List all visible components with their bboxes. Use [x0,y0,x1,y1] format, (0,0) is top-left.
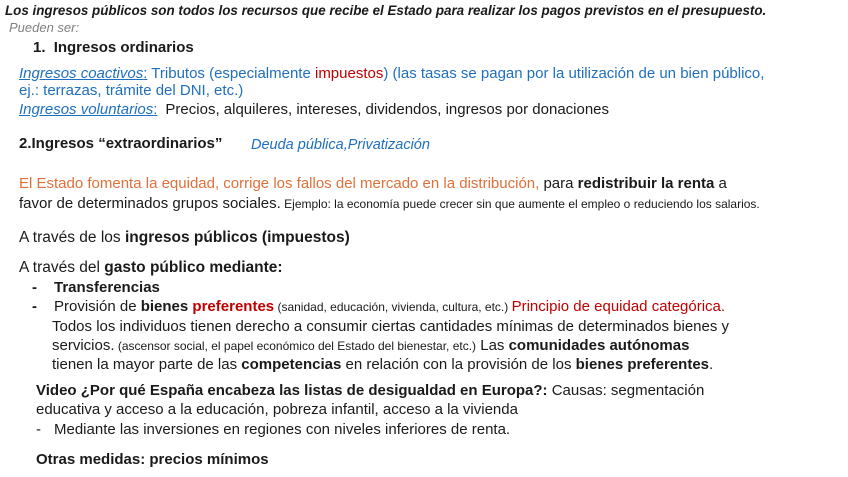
todos-line: Todos los individuos tienen derecho a consumir ciertas cantidades mínimas de determinados bienes y [52,318,730,335]
competencias-line: tienen la mayor parte de las competencias en relación con la provisión de los bienes preferentes. [52,356,714,373]
heading-ordinarios [33,39,194,56]
coactivos-line-2: ej.: terrazas, trámite del DNI, etc.) [19,82,244,99]
bullet-transferencias: - Transferencias [32,279,160,296]
coactivos-label: Ingresos coactivos [19,65,144,82]
bullet-provision: - Provisión de bienes preferentes (sanidad, educación, vivienda, cultura, etc.) Principio de equidad categórica. [32,298,726,315]
otras-medidas-line: Otras medidas: precios mínimos [36,451,269,468]
servicios-line: servicios. (ascensor social, el papel económico del Estado del bienestar, etc.) Las comunidades autónomas [52,337,690,354]
video-line-2: educativa y acceso a la educación, pobreza infantil, acceso a la vivienda [36,401,518,418]
heading-number: 1. [33,39,46,56]
pueden-ser-label: Pueden ser: [9,20,80,35]
coactivos-line: Ingresos coactivos: Tributos (especialmente impuestos) (las tasas se pagan por la utilización de un bien público, [19,65,765,82]
gasto-publico-line: A través del gasto público mediante: [19,259,283,276]
heading-title: Ingresos ordinarios [53,39,194,56]
redistribucion-line: El Estado fomenta la equidad, corrige los fallos del mercado en la distribución, para redistribuir la renta a [19,175,727,192]
ejemplo-text: Ejemplo: la economía puede crecer sin que aumente el empleo o reduciendo los salarios. [280,197,760,211]
video-line: Video ¿Por qué España encabeza las listas de desigualdad en Europa?: Causas: segmentación [36,382,705,399]
inversiones-line: - Mediante las inversiones en regiones con niveles inferiores de renta. [36,421,511,438]
redistribucion-line-2: favor de determinados grupos sociales. Ejemplo: la economía puede crecer sin que aumente el empleo o reduciendo los salarios. [19,195,760,212]
extraordinarios-items: Deuda pública,Privatización [251,137,430,153]
voluntarios-label: Ingresos voluntarios [19,101,154,118]
ingresos-publicos-line: A través de los ingresos públicos (impuestos) [19,229,350,246]
principio-text: Principio de equidad categórica. [511,298,726,315]
voluntarios-line: Ingresos voluntarios: Precios, alquileres, intereses, dividendos, ingresos por donaciones [19,101,610,118]
heading-extraordinarios: 2.Ingresos “extraordinarios” [19,135,223,152]
definition-text: Los ingresos públicos son todos los recursos que recibe el Estado para realizar los pagos previstos en el presupuesto. [5,3,767,18]
redistribucion-orange-text: El Estado fomenta la equidad, corrige los fallos del mercado en la distribución, [19,175,540,192]
impuestos-term: impuestos [314,65,384,82]
video-title: Video ¿Por qué España encabeza las listas de desigualdad en Europa?: [36,382,548,399]
